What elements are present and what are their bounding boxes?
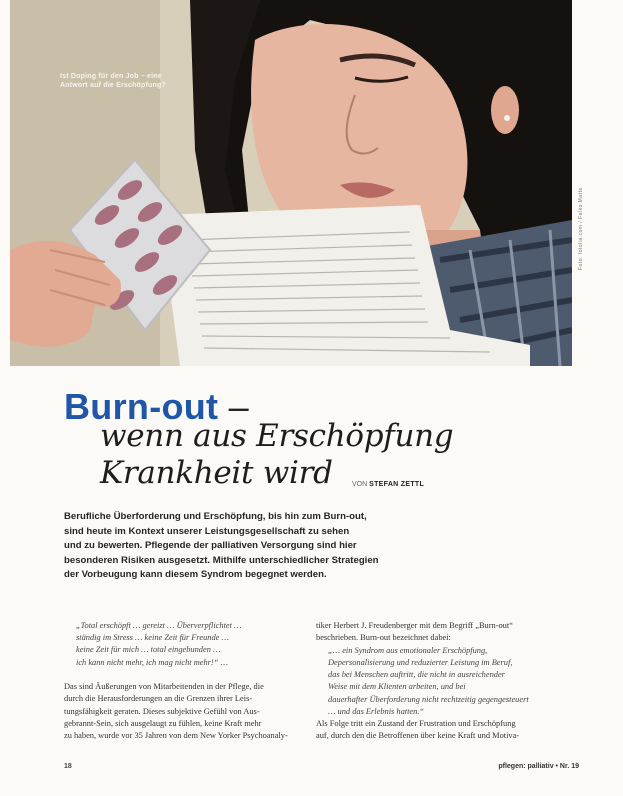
photo-credit: Foto: fotolia.com / Falko Matte [578,187,584,270]
author-name: STEFAN ZETTL [369,481,425,488]
quote-line: Depersonalisierung und reduzierter Leistung im Beruf, [328,658,513,668]
lead-line: Berufliche Überforderung und Erschöpfung, bis hin zum Burn-out, [64,511,367,522]
quote-line: … und das Erlebnis hatten.“ [328,706,425,716]
lead-line: und zu bewerten. Pflegende der palliativen Versorgung sind hier [64,540,357,552]
page-number: 18 [64,763,72,770]
body-line: gebrannt-Sein, sich ausgelaugt zu fühlen, keine Kraft mehr [64,719,262,729]
quote-line: „Total erschöpft … gereizt … Überverpflichtet … [76,621,242,630]
title-dash: – [228,386,249,427]
body-line: tiker Herbert J. Freudenberger mit dem Begriff „Burn-out“ [316,621,513,630]
left-body-text [64,681,299,743]
body-line: auf, durch den die Betroffenen über keine Kraft und Motiva- [316,731,520,741]
quote-line: ich kann nicht mehr, ich mag nicht mehr!“ … [76,657,228,667]
byline-prefix: VON [352,481,368,488]
photo-caption: Ist Doping für den Job – eine Antwort auf die Erschöpfung? [60,73,166,89]
cover-photo [10,0,572,366]
photo-illustration [10,0,572,366]
lead-line: besonderen Risiken ausgesetzt. Mithilfe unterschiedlicher Strategien [64,554,379,566]
left-column [64,620,299,743]
lead-paragraph [64,510,524,583]
opening-quote [76,620,299,669]
magazine-name: pflegen: palliativ • Nr. 19 [498,763,579,770]
definition-quote [328,645,586,718]
body-line: Das sind Äußerungen von Mitarbeitenden in der Pflege, die [64,681,264,691]
body-line: Als Folge tritt ein Zustand der Frustration und Erschöpfung [316,719,516,729]
body-line: zu haben, wurde vor 35 Jahren von dem New Yorker Psychoanaly- [64,731,288,741]
lead-line: sind heute im Kontext unserer Leistungsgesellschaft zu sehen [64,525,350,537]
article-subtitle-line-1: wenn aus Erschöpfung [100,418,454,454]
quote-line: dauerhafter Überforderung nicht rechtzeitig gegengesteuert [328,694,529,704]
quote-line: Weise mit dem Klienten arbeiten, und bei [328,682,466,692]
article-subtitle-line-2: Krankheit wird [100,455,333,491]
quote-line: das bei Menschen auftritt, die nicht in ausreichender [328,670,505,680]
quote-line: keine Zeit für mich … total eingebunden … [76,645,221,655]
body-line: durch die Herausforderungen an die Grenzen ihrer Leis- [64,694,253,704]
quote-line: ständig im Stress … keine Zeit für Freunde … [76,633,229,643]
body-line: tungsfähigkeit geraten. Dieses subjektive Gefühl von Aus- [64,706,260,716]
lead-line: der Vorbeugung kann diesem Syndrom begegnet werden. [64,569,327,581]
body-line: beschrieben. Burn-out bezeichnet dabei: [316,633,451,643]
byline [352,481,424,488]
quote-line: „… ein Syndrom aus emotionaler Erschöpfung, [328,645,488,655]
right-body-text [316,718,586,743]
title-burn-out: Burn-out [64,386,219,427]
right-intro-text [316,620,586,645]
right-column [316,620,586,743]
